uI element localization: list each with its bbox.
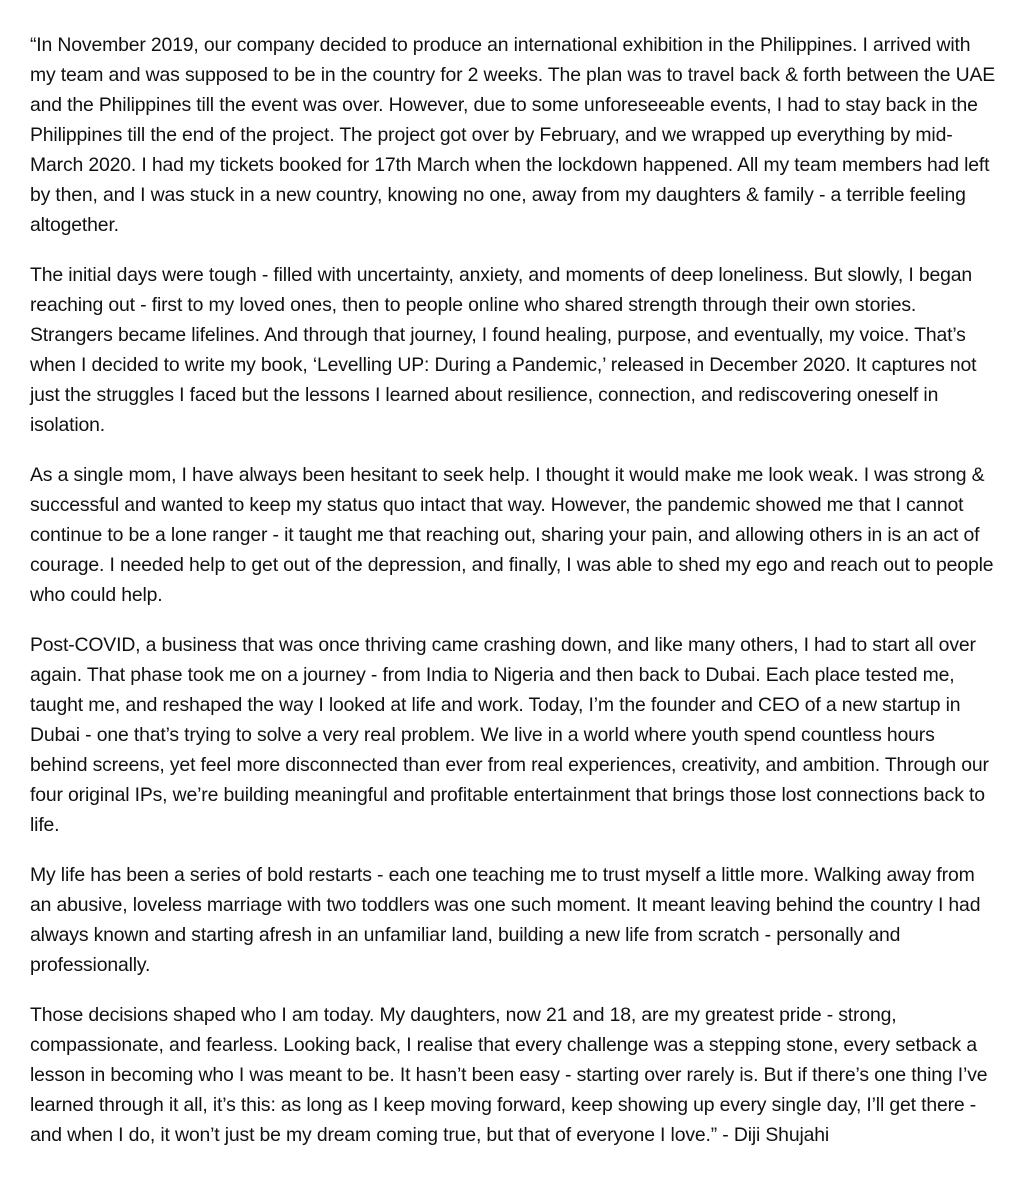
paragraph-closing-quote: Those decisions shaped who I am today. My daughters, now 21 and 18, are my greatest pride - strong, compassionate, and fearless. Looking back, I realise that every challenge was a stepping stone, every setback a lesson in becoming who I was meant to be. It hasn’t been easy - starting over rarely is. But if there’s one thing I’ve learned through it all, it’s this: as long as I keep moving forward, keep showing up every single day, I’ll get there - and when I do, it won’t just be my dream coming true, but that of everyone I love.” - Diji Shujahi	[30, 1004, 988, 1146]
paragraph-lockdown-arrival: “In November 2019, our company decided to produce an international exhibition in the Philippines. I arrived with my team and was supposed to be in the country for 2 weeks. The plan was to travel back & forth between the UAE and the Philippines till the event was over. However, due to some unforeseeable events, I had to stay back in the Philippines till the end of the project. The project got over by February, and we wrapped up everything by mid-March 2020. I had my tickets booked for 17th March when the lockdown happened. All my team members had left by then, and I was stuck in a new country, knowing no one, away from my daughters & family - a terrible feeling altogether.	[30, 34, 996, 236]
paragraph-single-mom: As a single mom, I have always been hesitant to seek help. I thought it would make me look weak. I was strong & successful and wanted to keep my status quo intact that way. However, the pandemic showed me that I cannot continue to be a lone ranger - it taught me that reaching out, sharing your pain, and allowing others in is an act of courage. I needed help to get out of the depression, and finally, I was able to shed my ego and reach out to people who could help.	[30, 464, 994, 606]
paragraph-initial-days: The initial days were tough - filled with uncertainty, anxiety, and moments of deep loneliness. But slowly, I began reaching out - first to my loved ones, then to people online who shared strength through their own stories. Strangers became lifelines. And through that journey, I found healing, purpose, and eventually, my voice. That’s when I decided to write my book, ‘Levelling UP: During a Pandemic,’ released in December 2020. It captures not just the struggles I faced but the lessons I learned about resilience, connection, and rediscovering oneself in isolation.	[30, 264, 977, 436]
paragraph-post-covid: Post-COVID, a business that was once thriving came crashing down, and like many others, I had to start all over again. That phase took me on a journey - from India to Nigeria and then back to Dubai. Each place tested me, taught me, and reshaped the way I looked at life and work. Today, I’m the founder and CEO of a new startup in Dubai - one that’s trying to solve a very real problem. We live in a world where youth spend countless hours behind screens, yet feel more disconnected than ever from real experiences, creativity, and ambition. Through our four original IPs, we’re building meaningful and profitable entertainment that brings those lost connections back to life.	[30, 634, 989, 836]
paragraph-bold-restarts: My life has been a series of bold restarts - each one teaching me to trust myself a little more. Walking away from an abusive, loveless marriage with two toddlers was one such moment. It meant leaving behind the country I had always known and starting afresh in an unfamiliar land, building a new life from scratch - personally and professionally.	[30, 864, 981, 976]
